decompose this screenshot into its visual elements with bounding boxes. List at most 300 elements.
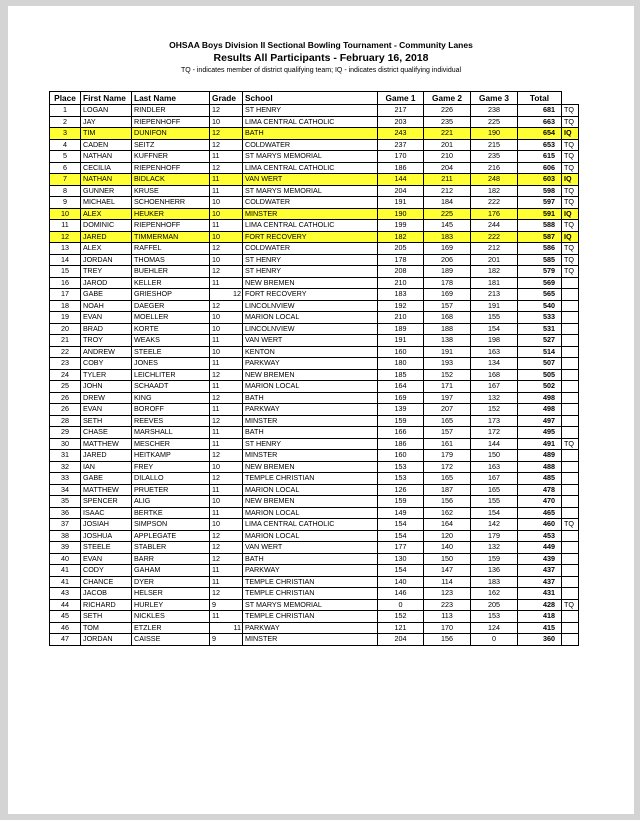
place-cell: 25 <box>50 381 81 393</box>
grade-cell: 12 <box>210 415 243 427</box>
qualifier-cell: TQ <box>562 599 579 611</box>
school-cell: LIMA CENTRAL CATHOLIC <box>243 162 378 174</box>
place-cell: 3 <box>50 128 81 140</box>
game-2-cell: 138 <box>424 335 471 347</box>
qualifier-cell <box>562 553 579 565</box>
place-cell: 19 <box>50 312 81 324</box>
last-name-cell: RAFFEL <box>132 243 210 255</box>
game-1-cell: 191 <box>378 197 424 209</box>
last-name-cell: STABLER <box>132 542 210 554</box>
game-1-cell: 192 <box>378 300 424 312</box>
school-cell: MARION LOCAL <box>243 312 378 324</box>
place-cell: 32 <box>50 461 81 473</box>
game-2-cell: 161 <box>424 438 471 450</box>
first-name-cell: CECILIA <box>81 162 132 174</box>
first-name-cell: ISAAC <box>81 507 132 519</box>
game-3-cell: 222 <box>471 197 518 209</box>
grade-cell: 12 <box>210 105 243 117</box>
game-2-cell: 156 <box>424 496 471 508</box>
qualifier-cell: TQ <box>562 139 579 151</box>
school-cell: MARION LOCAL <box>243 381 378 393</box>
total-cell: 418 <box>518 611 562 623</box>
last-name-cell: ALIG <box>132 496 210 508</box>
game-3-cell: 155 <box>471 496 518 508</box>
place-cell: 39 <box>50 542 81 554</box>
place-cell: 22 <box>50 346 81 358</box>
last-name-cell: REEVES <box>132 415 210 427</box>
game-3-cell: 216 <box>471 162 518 174</box>
qualifier-cell <box>562 507 579 519</box>
game-3-cell: 132 <box>471 392 518 404</box>
table-row <box>50 105 579 117</box>
grade-cell: 11 <box>210 565 243 577</box>
qualifier-cell <box>562 611 579 623</box>
first-name-cell: JOSHUA <box>81 530 132 542</box>
place-cell: 13 <box>50 243 81 255</box>
first-name-cell: JORDAN <box>81 634 132 646</box>
table-row <box>50 369 579 381</box>
game-2-cell: 204 <box>424 162 471 174</box>
place-cell: 16 <box>50 277 81 289</box>
first-name-cell: CHASE <box>81 427 132 439</box>
game-1-cell: 180 <box>378 358 424 370</box>
grade-cell: 12 <box>210 266 243 278</box>
table-row <box>50 139 579 151</box>
grade-cell: 11 <box>210 404 243 416</box>
last-name-cell: KUFFNER <box>132 151 210 163</box>
grade-cell: 11 <box>210 335 243 347</box>
grade-cell: 12 <box>210 450 243 462</box>
grade-cell: 10 <box>210 231 243 243</box>
total-cell: 415 <box>518 622 562 634</box>
last-name-cell: THOMAS <box>132 254 210 266</box>
game-3-cell: 167 <box>471 381 518 393</box>
last-name-cell: KELLER <box>132 277 210 289</box>
last-name-cell: HELSER <box>132 588 210 600</box>
last-name-cell: BIDLACK <box>132 174 210 186</box>
game-3-cell: 181 <box>471 277 518 289</box>
place-cell: 30 <box>50 438 81 450</box>
game-3-cell: 248 <box>471 174 518 186</box>
place-cell: 17 <box>50 289 81 301</box>
school-cell: BATH <box>243 427 378 439</box>
first-name-cell: MICHAEL <box>81 197 132 209</box>
game-1-cell: 152 <box>378 611 424 623</box>
game-3-cell: 159 <box>471 553 518 565</box>
total-cell: 587 <box>518 231 562 243</box>
school-cell: BATH <box>243 553 378 565</box>
place-cell: 24 <box>50 369 81 381</box>
game-3-cell: 142 <box>471 519 518 531</box>
game-1-cell: 149 <box>378 507 424 519</box>
qualifier-cell <box>562 473 579 485</box>
game-3-cell: 153 <box>471 611 518 623</box>
game-2-cell: 171 <box>424 381 471 393</box>
qualifier-cell <box>562 484 579 496</box>
place-cell: 12 <box>50 231 81 243</box>
place-cell: 41 <box>50 565 81 577</box>
total-cell: 485 <box>518 473 562 485</box>
last-name-cell: RINDLER <box>132 105 210 117</box>
school-cell: KENTON <box>243 346 378 358</box>
place-cell: 5 <box>50 151 81 163</box>
game-2-cell: 157 <box>424 427 471 439</box>
game-2-cell: 152 <box>424 369 471 381</box>
game-1-cell: 130 <box>378 553 424 565</box>
game-1-cell: 237 <box>378 139 424 151</box>
qualifier-cell: TQ <box>562 151 579 163</box>
qualifier-cell <box>562 588 579 600</box>
school-cell: ST HENRY <box>243 105 378 117</box>
col-header-game-1: Game 1 <box>378 92 424 105</box>
total-cell: 505 <box>518 369 562 381</box>
game-1-cell: 153 <box>378 461 424 473</box>
game-1-cell: 153 <box>378 473 424 485</box>
game-2-cell: 223 <box>424 599 471 611</box>
game-2-cell: 140 <box>424 542 471 554</box>
first-name-cell: JAY <box>81 116 132 128</box>
game-3-cell: 154 <box>471 507 518 519</box>
game-2-cell: 189 <box>424 266 471 278</box>
school-cell: NEW BREMEN <box>243 461 378 473</box>
game-3-cell: 150 <box>471 450 518 462</box>
game-3-cell: 155 <box>471 312 518 324</box>
place-cell: 20 <box>50 323 81 335</box>
document-subtitle: Results All Participants - February 16, 2018 <box>213 52 429 64</box>
game-1-cell: 186 <box>378 162 424 174</box>
place-cell: 41 <box>50 576 81 588</box>
school-cell: BATH <box>243 392 378 404</box>
school-cell: LINCOLNVIEW <box>243 300 378 312</box>
qualifier-cell <box>562 358 579 370</box>
grade-cell: 12 <box>210 588 243 600</box>
first-name-cell: NATHAN <box>81 174 132 186</box>
grade-cell: 10 <box>210 208 243 220</box>
col-header-first-name: First Name <box>81 92 132 105</box>
last-name-cell: SIMPSON <box>132 519 210 531</box>
table-row <box>50 473 579 485</box>
school-cell: PARKWAY <box>243 404 378 416</box>
game-2-cell: 157 <box>424 300 471 312</box>
grade-cell: 11 <box>210 358 243 370</box>
place-cell: 9 <box>50 197 81 209</box>
game-3-cell: 190 <box>471 128 518 140</box>
grade-cell: 11 <box>210 507 243 519</box>
qualifier-cell: IQ <box>562 208 579 220</box>
table-row <box>50 128 579 140</box>
school-cell: VAN WERT <box>243 542 378 554</box>
qualifier-cell: TQ <box>562 185 579 197</box>
game-1-cell: 208 <box>378 266 424 278</box>
total-cell: 502 <box>518 381 562 393</box>
game-2-cell: 165 <box>424 473 471 485</box>
qualifier-cell <box>562 312 579 324</box>
last-name-cell: APPLEGATE <box>132 530 210 542</box>
last-name-cell: HEUKER <box>132 208 210 220</box>
total-cell: 498 <box>518 392 562 404</box>
first-name-cell: JARED <box>81 450 132 462</box>
school-cell: BATH <box>243 128 378 140</box>
total-cell: 489 <box>518 450 562 462</box>
game-3-cell: 205 <box>471 599 518 611</box>
table-row <box>50 415 579 427</box>
school-cell: ST MARYS MEMORIAL <box>243 599 378 611</box>
game-2-cell: 179 <box>424 450 471 462</box>
last-name-cell: CAISSE <box>132 634 210 646</box>
game-3-cell: 162 <box>471 588 518 600</box>
place-cell: 46 <box>50 622 81 634</box>
document-title: OHSAA Boys Division II Sectional Bowling Tournament - Community Lanes <box>169 40 473 50</box>
last-name-cell: LEICHLITER <box>132 369 210 381</box>
qualifier-cell <box>562 461 579 473</box>
total-cell: 615 <box>518 151 562 163</box>
total-cell: 497 <box>518 415 562 427</box>
qualifier-cell: IQ <box>562 174 579 186</box>
game-2-cell: 225 <box>424 208 471 220</box>
school-cell: COLDWATER <box>243 243 378 255</box>
first-name-cell: DOMINIC <box>81 220 132 232</box>
place-cell: 15 <box>50 266 81 278</box>
game-2-cell: 120 <box>424 530 471 542</box>
col-header-total: Total <box>518 92 562 105</box>
first-name-cell: SETH <box>81 415 132 427</box>
school-cell: TEMPLE CHRISTIAN <box>243 576 378 588</box>
first-name-cell: DREW <box>81 392 132 404</box>
first-name-cell: IAN <box>81 461 132 473</box>
first-name-cell: TYLER <box>81 369 132 381</box>
first-name-cell: MATTHEW <box>81 484 132 496</box>
first-name-cell: RICHARD <box>81 599 132 611</box>
game-1-cell: 160 <box>378 346 424 358</box>
grade-cell: 11 <box>210 151 243 163</box>
table-row <box>50 622 579 634</box>
game-3-cell: 238 <box>471 105 518 117</box>
table-row <box>50 358 579 370</box>
qualifier-cell <box>562 300 579 312</box>
game-2-cell: 170 <box>424 622 471 634</box>
col-header-place: Place <box>50 92 81 105</box>
qualifier-cell <box>562 634 579 646</box>
qualifier-cell <box>562 496 579 508</box>
total-cell: 514 <box>518 346 562 358</box>
place-cell: 37 <box>50 519 81 531</box>
game-2-cell: 114 <box>424 576 471 588</box>
place-cell: 1 <box>50 105 81 117</box>
game-3-cell: 152 <box>471 404 518 416</box>
table-row <box>50 116 579 128</box>
total-cell: 540 <box>518 300 562 312</box>
last-name-cell: PRUETER <box>132 484 210 496</box>
total-cell: 663 <box>518 116 562 128</box>
school-cell: ST HENRY <box>243 438 378 450</box>
game-3-cell: 134 <box>471 358 518 370</box>
game-2-cell: 168 <box>424 312 471 324</box>
school-cell: VAN WERT <box>243 335 378 347</box>
game-2-cell: 226 <box>424 105 471 117</box>
last-name-cell: RIEPENHOFF <box>132 220 210 232</box>
qualifier-cell <box>562 530 579 542</box>
school-cell: PARKWAY <box>243 565 378 577</box>
total-cell: 681 <box>518 105 562 117</box>
school-cell: LIMA CENTRAL CATHOLIC <box>243 519 378 531</box>
qualifier-cell <box>562 289 579 301</box>
last-name-cell: NICKLES <box>132 611 210 623</box>
qualifier-cell <box>562 576 579 588</box>
grade-cell: 10 <box>210 496 243 508</box>
total-cell: 495 <box>518 427 562 439</box>
qualifier-cell: TQ <box>562 162 579 174</box>
place-cell: 14 <box>50 254 81 266</box>
last-name-cell: FREY <box>132 461 210 473</box>
grade-cell: 10 <box>210 323 243 335</box>
first-name-cell: EVAN <box>81 312 132 324</box>
game-2-cell: 165 <box>424 415 471 427</box>
grade-cell: 11 <box>210 220 243 232</box>
game-3-cell: 235 <box>471 151 518 163</box>
total-cell: 360 <box>518 634 562 646</box>
game-2-cell: 221 <box>424 128 471 140</box>
total-cell: 565 <box>518 289 562 301</box>
qualifier-cell: TQ <box>562 438 579 450</box>
table-row <box>50 197 579 209</box>
qualifier-cell <box>562 323 579 335</box>
total-cell: 533 <box>518 312 562 324</box>
table-row <box>50 185 579 197</box>
last-name-cell: MESCHER <box>132 438 210 450</box>
game-2-cell: 113 <box>424 611 471 623</box>
qualifier-cell <box>562 369 579 381</box>
results-table <box>49 91 579 646</box>
game-1-cell: 190 <box>378 208 424 220</box>
table-row <box>50 438 579 450</box>
school-cell: PARKWAY <box>243 358 378 370</box>
total-cell: 449 <box>518 542 562 554</box>
game-1-cell: 140 <box>378 576 424 588</box>
game-1-cell: 164 <box>378 381 424 393</box>
total-cell: 460 <box>518 519 562 531</box>
place-cell: 23 <box>50 358 81 370</box>
school-cell: NEW BREMEN <box>243 369 378 381</box>
game-1-cell: 160 <box>378 450 424 462</box>
grade-cell: 10 <box>210 197 243 209</box>
table-row <box>50 162 579 174</box>
first-name-cell: ALEX <box>81 243 132 255</box>
first-name-cell: JOHN <box>81 381 132 393</box>
first-name-cell: JACOB <box>81 588 132 600</box>
qualifier-cell <box>562 381 579 393</box>
school-cell: VAN WERT <box>243 174 378 186</box>
game-2-cell: 184 <box>424 197 471 209</box>
game-2-cell: 164 <box>424 519 471 531</box>
school-cell: MINSTER <box>243 450 378 462</box>
game-2-cell: 172 <box>424 461 471 473</box>
first-name-cell: ANDREW <box>81 346 132 358</box>
table-row <box>50 496 579 508</box>
grade-cell: 10 <box>210 116 243 128</box>
last-name-cell: SCHOENHERR <box>132 197 210 209</box>
qualifier-cell: TQ <box>562 220 579 232</box>
first-name-cell: GUNNER <box>81 185 132 197</box>
game-1-cell: 159 <box>378 496 424 508</box>
place-cell: 44 <box>50 599 81 611</box>
game-1-cell: 191 <box>378 335 424 347</box>
game-1-cell: 154 <box>378 530 424 542</box>
first-name-cell: JAROD <box>81 277 132 289</box>
table-row <box>50 404 579 416</box>
total-cell: 591 <box>518 208 562 220</box>
game-2-cell: 162 <box>424 507 471 519</box>
qualifier-cell: TQ <box>562 105 579 117</box>
first-name-cell: TOM <box>81 622 132 634</box>
table-row <box>50 381 579 393</box>
game-2-cell: 145 <box>424 220 471 232</box>
school-cell: MARION LOCAL <box>243 484 378 496</box>
last-name-cell: JONES <box>132 358 210 370</box>
game-1-cell: 189 <box>378 323 424 335</box>
last-name-cell: BERTKE <box>132 507 210 519</box>
total-cell: 437 <box>518 576 562 588</box>
first-name-cell: TIM <box>81 128 132 140</box>
last-name-cell: KRUSE <box>132 185 210 197</box>
last-name-cell: RIEPENHOFF <box>132 116 210 128</box>
game-2-cell: 147 <box>424 565 471 577</box>
total-cell: 437 <box>518 565 562 577</box>
table-row <box>50 392 579 404</box>
first-name-cell: MATTHEW <box>81 438 132 450</box>
game-3-cell: 165 <box>471 484 518 496</box>
game-2-cell: 150 <box>424 553 471 565</box>
total-cell: 439 <box>518 553 562 565</box>
col-header-school: School <box>243 92 378 105</box>
total-cell: 465 <box>518 507 562 519</box>
school-cell: MARION LOCAL <box>243 530 378 542</box>
first-name-cell: CHANCE <box>81 576 132 588</box>
last-name-cell: GRIESHOP <box>132 289 210 301</box>
first-name-cell: NATHAN <box>81 151 132 163</box>
game-1-cell: 203 <box>378 116 424 128</box>
grade-cell: 10 <box>210 519 243 531</box>
place-cell: 31 <box>50 450 81 462</box>
school-cell: TEMPLE CHRISTIAN <box>243 611 378 623</box>
qualifier-cell <box>562 346 579 358</box>
qualifier-cell <box>562 622 579 634</box>
game-2-cell: 123 <box>424 588 471 600</box>
total-cell: 478 <box>518 484 562 496</box>
game-1-cell: 170 <box>378 151 424 163</box>
game-1-cell: 204 <box>378 634 424 646</box>
total-cell: 606 <box>518 162 562 174</box>
qualifier-cell: TQ <box>562 519 579 531</box>
first-name-cell: JOSIAH <box>81 519 132 531</box>
grade-cell: 12 <box>210 392 243 404</box>
grade-cell: 12 <box>210 300 243 312</box>
qualifier-cell <box>562 427 579 439</box>
grade-cell: 10 <box>210 461 243 473</box>
game-3-cell: 0 <box>471 634 518 646</box>
grade-cell: 12 <box>210 369 243 381</box>
game-2-cell: 178 <box>424 277 471 289</box>
table-row <box>50 542 579 554</box>
game-1-cell: 217 <box>378 105 424 117</box>
place-cell: 35 <box>50 496 81 508</box>
school-cell: ST MARYS MEMORIAL <box>243 185 378 197</box>
place-cell: 21 <box>50 335 81 347</box>
last-name-cell: BOROFF <box>132 404 210 416</box>
school-cell: ST HENRY <box>243 254 378 266</box>
game-2-cell: 188 <box>424 323 471 335</box>
place-cell: 10 <box>50 208 81 220</box>
table-row <box>50 588 579 600</box>
